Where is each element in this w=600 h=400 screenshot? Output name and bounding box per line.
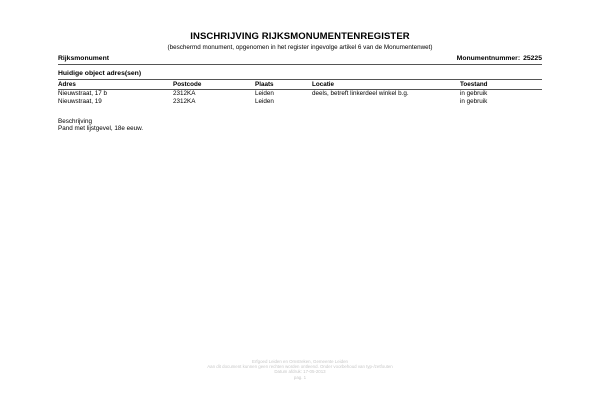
footer-line: Erfgoed Leiden en Omstreken, Gemeente Leiden [252, 359, 348, 364]
cell-plaats: Leiden [255, 90, 274, 97]
cell-toestand: in gebruik [460, 97, 488, 105]
description-text: Pand met lijstgevel, 18e eeuw. [58, 125, 144, 132]
document-subtitle: (beschermd monument, opgenomen in het register ingevolge artikel 6 van de Monumentenwet) [167, 44, 433, 51]
document-title: INSCHRIJVING RIJKSMONUMENTENREGISTER [190, 31, 410, 42]
addresses-section-title: Huidige object adres(sen) [58, 70, 142, 77]
monument-number-label: Monumentnummer: [456, 55, 521, 62]
page-number: pag. 1 [293, 374, 307, 380]
footer-line: Aan dit document kunnen geen rechten worden ontleend. Onder voorbehoud van typ-/zetfouten [207, 364, 393, 370]
description-label: Beschrijving [58, 118, 92, 125]
cell-plaats: Leiden [255, 97, 274, 105]
monument-meta-row [58, 55, 542, 62]
table-row [58, 90, 542, 98]
column-header-plaats: Plaats [255, 81, 274, 88]
category-label: Rijksmonument [58, 55, 109, 62]
cell-postcode: 2312KA [173, 90, 196, 97]
cell-locatie [312, 98, 460, 106]
cell-adres: Nieuwstraat, 19 [58, 97, 102, 105]
column-header-adres: Adres [58, 81, 76, 88]
column-header-postcode: Postcode [173, 81, 202, 88]
table-header-row [58, 81, 542, 90]
cell-locatie: deels, betreft linkerdeel winkel b.g. [312, 90, 409, 97]
table-row [58, 98, 542, 106]
column-header-toestand: Toestand [460, 81, 488, 88]
divider [58, 64, 542, 65]
divider [58, 79, 542, 80]
addresses-table [58, 81, 542, 105]
footer-line: Datum afdruk: 17-05-2013 [274, 369, 326, 375]
cell-toestand: in gebruik [460, 90, 488, 97]
cell-postcode: 2312KA [173, 97, 196, 105]
monument-number-group [457, 55, 542, 62]
cell-adres: Nieuwstraat, 17 b [58, 90, 108, 97]
column-header-locatie: Locatie [312, 81, 335, 88]
monument-number: 25225 [523, 55, 542, 62]
page-footer [0, 359, 600, 380]
